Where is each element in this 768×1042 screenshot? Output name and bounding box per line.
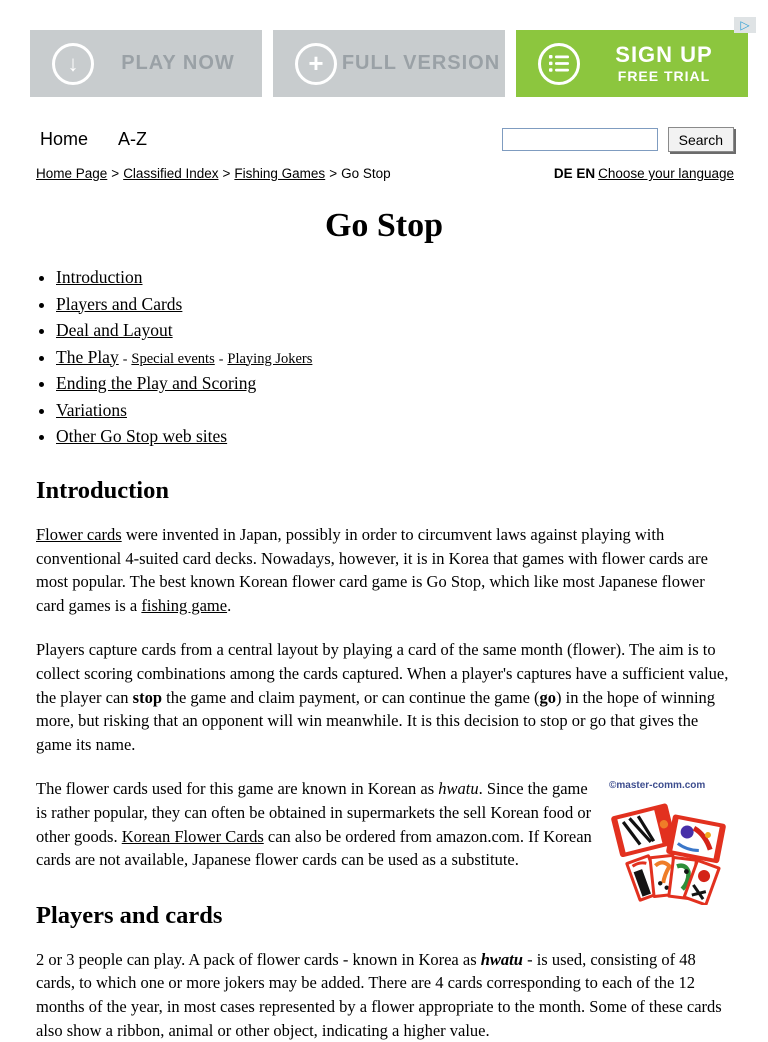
- free-trial-label: FREE TRIAL: [617, 67, 711, 84]
- introduction-heading: Introduction: [36, 477, 169, 504]
- sign-up-labels: [580, 43, 748, 83]
- breadcrumb: [36, 166, 391, 181]
- breadcrumb-home-page[interactable]: Home Page: [36, 166, 108, 181]
- toc-link-the-play[interactable]: The Play: [56, 346, 119, 367]
- full-version-label: FULL VERSION: [341, 52, 501, 74]
- toc-link-deal-and-layout[interactable]: Deal and Layout: [56, 320, 173, 340]
- toc-link-introduction[interactable]: Introduction: [56, 267, 143, 287]
- list-icon: [549, 55, 569, 72]
- players-paragraph-1: [36, 948, 735, 1042]
- text-segment: - is used, consisting of 48 cards, to which one or more jokers may be added. There are 4 cards corresponding to each of the 12 months of the year, in most cases represented by a flower appropriate to the month. Some of these cards also show a ribbon, animal or other object, indicating a higher value.: [36, 949, 722, 1040]
- breadcrumb-fishing-games[interactable]: Fishing Games: [234, 166, 326, 181]
- language-switcher: [554, 166, 734, 181]
- adchoices-icon[interactable]: ▷: [734, 17, 756, 33]
- table-of-contents: [40, 267, 768, 447]
- toc-link-variations[interactable]: Variations: [56, 399, 127, 420]
- list-circle-icon: [538, 43, 580, 85]
- text-segment: hwatu: [480, 949, 523, 969]
- toc-link-special-events[interactable]: Special events: [131, 350, 215, 367]
- players-and-cards-heading: Players and cards: [36, 901, 223, 929]
- toc-item-ending-and-scoring: [56, 373, 768, 394]
- toc-item-introduction: [56, 267, 768, 288]
- text-segment: The flower cards used for this game are known in Korean as: [36, 779, 439, 799]
- toc-item-deal-and-layout: [56, 320, 768, 341]
- top-nav: [40, 127, 734, 152]
- breadcrumb-classified-index[interactable]: Classified Index: [123, 166, 219, 181]
- intro-paragraph-1: [36, 523, 735, 617]
- toc-item-variations: [56, 400, 768, 421]
- search-area: [502, 127, 734, 152]
- breadcrumb-separator: >: [222, 166, 231, 181]
- toc-item-players-and-cards: [56, 294, 768, 315]
- breadcrumb-separator: >: [329, 166, 338, 181]
- arrow-down-circle-icon: ↓: [52, 43, 94, 85]
- text-segment: stop: [132, 687, 162, 707]
- search-button[interactable]: Search: [668, 127, 734, 152]
- toc-link-players-and-cards[interactable]: Players and Cards: [56, 293, 183, 314]
- main-content: [36, 473, 735, 1042]
- text-segment: .: [227, 595, 232, 615]
- nav-az-link[interactable]: A-Z: [118, 129, 148, 149]
- breadcrumb-current: Go Stop: [341, 166, 391, 181]
- text-segment: ) in the hope of winning more, but risking that an opponent will win meanwhile. It is this decision to stop or go that gives the game its name.: [36, 687, 716, 754]
- toc-item-other-web-sites: [56, 426, 768, 447]
- toc-link-other-web-sites[interactable]: Other Go Stop web sites: [56, 426, 228, 446]
- full-version-button[interactable]: [273, 30, 505, 97]
- page-title: Go Stop: [324, 207, 444, 244]
- breadcrumb-separator: >: [111, 166, 120, 181]
- text-segment: were invented in Japan, possibly in order to circumvent laws against playing with conventional 4-suited card decks. Nowadays, however, it is in Korea that games with flower cards are most popular. The best known Korean flower card game is Go Stop, which like most Japanese flower card games is a: [36, 525, 708, 615]
- text-segment: go: [539, 687, 557, 707]
- toc-link-ending-and-scoring[interactable]: Ending the Play and Scoring: [56, 373, 257, 393]
- text-segment: Players capture cards from a central layout by playing a card of the same month (flower). The aim is to collect scoring combinations among the cards captured. When a player's captures have a sufficient value, the player can: [36, 640, 729, 707]
- nav-links: [40, 129, 147, 150]
- choose-language-link[interactable]: Choose your language: [598, 166, 734, 181]
- text-segment: the game and claim payment, or can continue the game (: [162, 687, 540, 707]
- text-segment: . Since the game is rather popular, they can often be obtained in supermarkets the sell Korean food or other goods.: [36, 779, 592, 846]
- inline-link[interactable]: Korean Flower Cards: [121, 826, 264, 846]
- breadcrumb-row: [36, 166, 734, 181]
- text-segment: can also be ordered from amazon.com. If Korean cards are not available, Japanese flower cards can be used as a substitute.: [36, 826, 592, 870]
- sign-up-button[interactable]: [516, 30, 748, 97]
- text-segment: 2 or 3 people can play. A pack of flower cards - known in Korea as: [36, 949, 481, 969]
- play-now-label: PLAY NOW: [121, 52, 235, 74]
- inline-link[interactable]: fishing game: [141, 595, 228, 615]
- search-input[interactable]: [502, 128, 658, 151]
- language-codes[interactable]: DE EN: [553, 166, 596, 181]
- flower-cards-image: [609, 795, 727, 905]
- flower-cards-figure: [609, 779, 735, 911]
- image-credit: ©master-comm.com: [609, 780, 706, 792]
- play-now-button[interactable]: [30, 30, 262, 97]
- inline-link[interactable]: Flower cards: [36, 525, 122, 545]
- text-segment: hwatu: [438, 779, 479, 799]
- ad-banner: [0, 0, 768, 98]
- toc-item-the-play: [56, 347, 768, 368]
- nav-home-link[interactable]: Home: [40, 129, 89, 149]
- toc-dash: -: [122, 351, 128, 367]
- intro-paragraph-2: [36, 638, 735, 756]
- toc-link-playing-jokers[interactable]: Playing Jokers: [227, 350, 313, 367]
- plus-circle-icon: +: [295, 43, 337, 85]
- toc-dash: -: [218, 351, 224, 367]
- sign-up-label: SIGN UP: [615, 42, 713, 68]
